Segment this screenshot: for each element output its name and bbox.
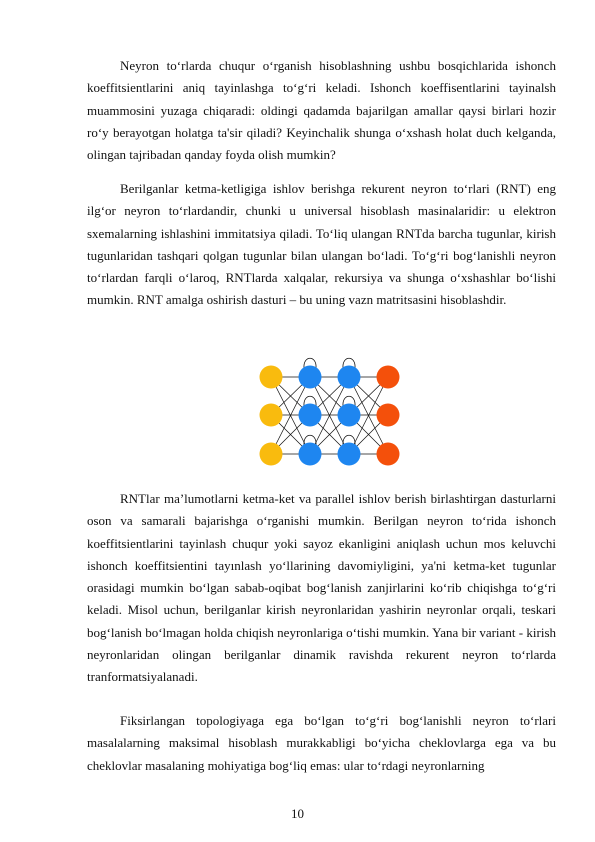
input-node [260,443,283,466]
hidden-node [338,443,361,466]
rnn-network-diagram [254,353,404,471]
paragraph-4: Fiksirlangan topologiyaga ega bo‘lgan to‘g‘ri bog‘lanishli neyron to‘rlari masalalarning maksimal hisoblash murakkabligi bo‘yicha cheklovlarga ega va bu cheklovlar masalaning mohiyatiga bog‘liq emas: ular to‘rdagi neyronlarning [87,713,556,773]
output-node [377,404,400,427]
paragraph-1: Neyron to‘rlarda chuqur o‘rganish hisoblashning ushbu bosqichlarida ishonch koeffitsientlarini aniq tayinlashga to‘g‘ri keladi. Ishonch koeffisentlarini tayinalsh muammosini yuzaga chiqaradi: oldingi qadamda bajarilgan amallar qaysi birlari hozir ro‘y berayotgan holatga ta'sir qiladi? Keyinchalik shunga o‘xshash holat duch kelganda, olingan tajribadan qanday foyda olish mumkin? [87,58,556,163]
network-edges [271,358,388,454]
hidden-node [299,404,322,427]
hidden-node [338,404,361,427]
input-node [260,404,283,427]
input-node [260,366,283,389]
page-number: 10 [291,806,304,821]
hidden-node [299,443,322,466]
output-node [377,366,400,389]
output-node [377,443,400,466]
paragraph-3: RNTlar ma’lumotlarni ketma-ket va parallel ishlov berish birlashtirgan dasturlarni oson va samarali bajarishga o‘rganishi mumkin. Berilgan neyron to‘rida ishonch koeffitsientlarini tayinlash chuqur yoki sayoz ekanligini aniqlash uchun mos keluvchi ishonch koeffitsientini tayınlash yo‘llarining davomiyligini, ya'ni ketma-ket tugunlar orasidagi mumkin bo‘lgan sabab-oqibat bog‘lanish zanjirlarini ko‘rib chiqishga to‘g‘ri keladi. Misol uchun, berilganlar kirish neyronlaridan yashirin neyronlar orqali, teskari bog‘lanish bo‘lmagan holda chiqish neyronlariga o‘tishi mumkin. Yana bir variant - kirish neyronlaridan olingan berilganlar dinamik ravishda rekurent neyron to‘rlarda tranformatsiyalanadi. [87,491,556,685]
hidden-node [338,366,361,389]
hidden-node [299,366,322,389]
paragraph-2: Berilganlar ketma-ketligiga ishlov berishga rekurent neyron to‘rlari (RNT) eng ilg‘or neyron to‘rlardandir, chunki u universal hisoblash masinalaridir: u elektron sxemalarning ishlashini immitatsiya qiladi. To‘liq ulangan RNTda barcha tugunlar, kirish tugunlaridan tashqari qolgan tugunlar bilan ulangan bo‘ladi. To‘g‘ri bog‘lanishli neyron to‘rlardan farqli o‘laroq, RNTlarda xalqalar, rekursiya va shunga o‘xshashlar bo‘lishi mumkin. RNT amalga oshirish dasturi – bu uning vazn matritsasini hisoblashdir. [87,181,556,308]
